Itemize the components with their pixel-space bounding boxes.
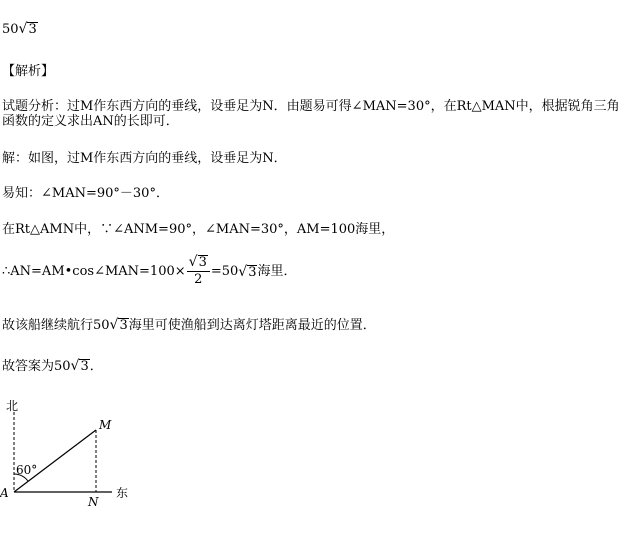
point-m-label: M — [99, 418, 112, 432]
conclusion-suffix: 海里可使渔船到达离灯塔距离最近的位置． — [128, 318, 376, 333]
analysis-line-1: 试题分析：过M作东西方向的垂线，设垂足为N．由题易可得∠MAN=30°，在Rt△MAN中，根据锐角三角 — [2, 99, 620, 114]
north-label: 北 — [6, 399, 19, 413]
conclusion-sqrt: √ 3 — [109, 317, 128, 333]
calc-eq: =50 — [210, 263, 239, 279]
east-label: 东 — [116, 486, 129, 500]
answer-sqrt: √ 3 — [18, 21, 37, 37]
conclusion-prefix: 故该船继续航行50 — [2, 318, 110, 333]
calc-num-radicand: 3 — [198, 255, 207, 270]
calc-radicand: 3 — [248, 264, 257, 280]
solution-known: 易知：∠MAN=90°－30°． — [2, 186, 169, 201]
solution-triangle: 在Rt△AMN中，∵∠ANM=90°，∠MAN=30°，AM=100海里， — [2, 222, 395, 237]
point-a-label: A — [0, 486, 9, 500]
answer-coef: 50 — [2, 22, 19, 37]
solution-intro: 解：如图，过M作东西方向的垂线，设垂足为N． — [2, 151, 287, 166]
final-sqrt: √ 3 — [70, 358, 89, 374]
conclusion-radicand: 3 — [119, 318, 128, 333]
angle-label: 60° — [16, 463, 38, 477]
calc-fraction: √ 3 2 — [187, 255, 210, 288]
answer-radicand: 3 — [28, 22, 37, 37]
calc-prefix: ∴AN=AM•cos∠MAN=100× — [2, 263, 186, 279]
calc-unit: 海里． — [257, 263, 297, 279]
section-title: 【解析】 — [2, 64, 55, 79]
point-n-label: N — [88, 495, 99, 509]
segment-am — [14, 430, 96, 492]
final-radicand: 3 — [80, 359, 89, 374]
analysis-line-2: 函数的定义求出AN的长即可． — [2, 114, 179, 129]
calc-sqrt: √ 3 — [238, 263, 257, 280]
final-suffix: ． — [89, 359, 103, 374]
final-prefix: 故答案为50 — [2, 359, 71, 374]
calc-den: 2 — [194, 272, 203, 287]
